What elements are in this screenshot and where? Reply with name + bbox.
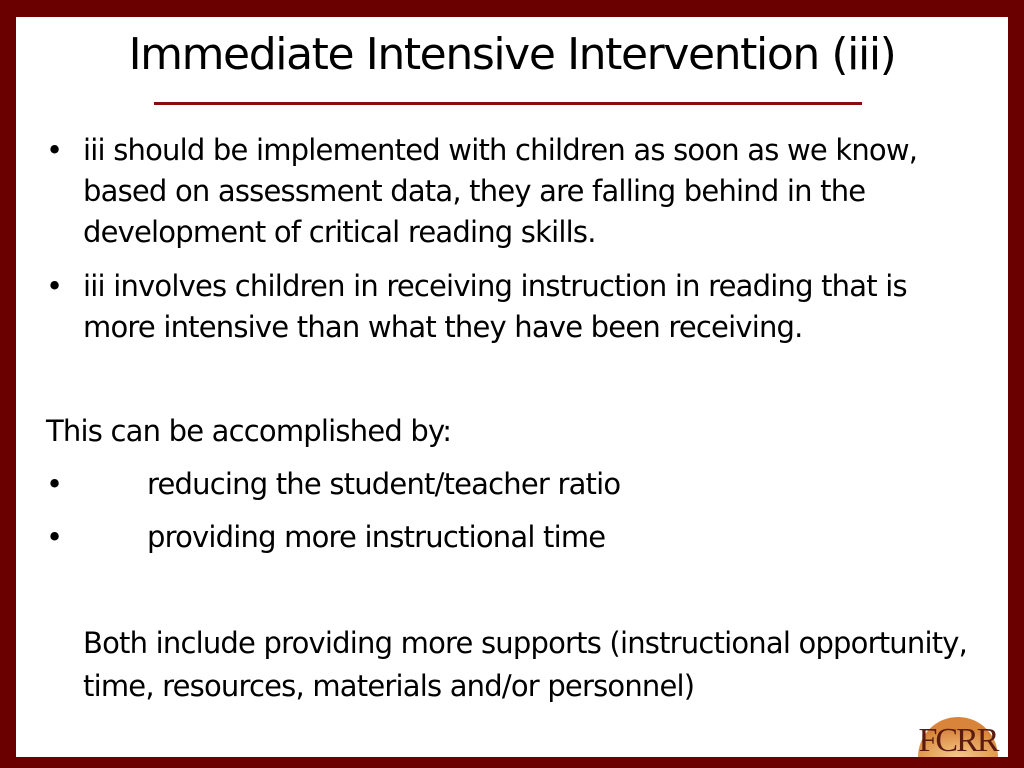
- intro-text: This can be accomplished by:: [46, 414, 452, 448]
- sub-item-text: providing more instructional time: [147, 520, 606, 554]
- bullet-marker: •: [46, 520, 63, 554]
- bullet-item-1: [46, 130, 976, 253]
- closing-paragraph: Both include providing more supports (instructional opportunity, time, resources, materials and/or personnel): [83, 626, 968, 703]
- bullet-marker: •: [46, 269, 63, 303]
- fcrr-logo: [912, 709, 1004, 757]
- bullet-text: iii involves children in receiving instruction in reading that is more intensive than what they have been receiving.: [83, 269, 907, 344]
- bullet-marker: •: [46, 467, 63, 501]
- bullet-item-2: [46, 266, 976, 348]
- sub-item-text: reducing the student/teacher ratio: [147, 467, 621, 501]
- slide-title: Immediate Intensive Intervention (iii): [128, 29, 896, 80]
- slide-body: [16, 17, 1008, 757]
- slide: [16, 17, 1008, 757]
- bullet-marker: •: [46, 133, 63, 167]
- logo-text: FCRR: [918, 722, 998, 757]
- bullet-text: iii should be implemented with children as soon as we know, based on assessment data, they are falling behind in the development of critical reading skills.: [83, 133, 918, 249]
